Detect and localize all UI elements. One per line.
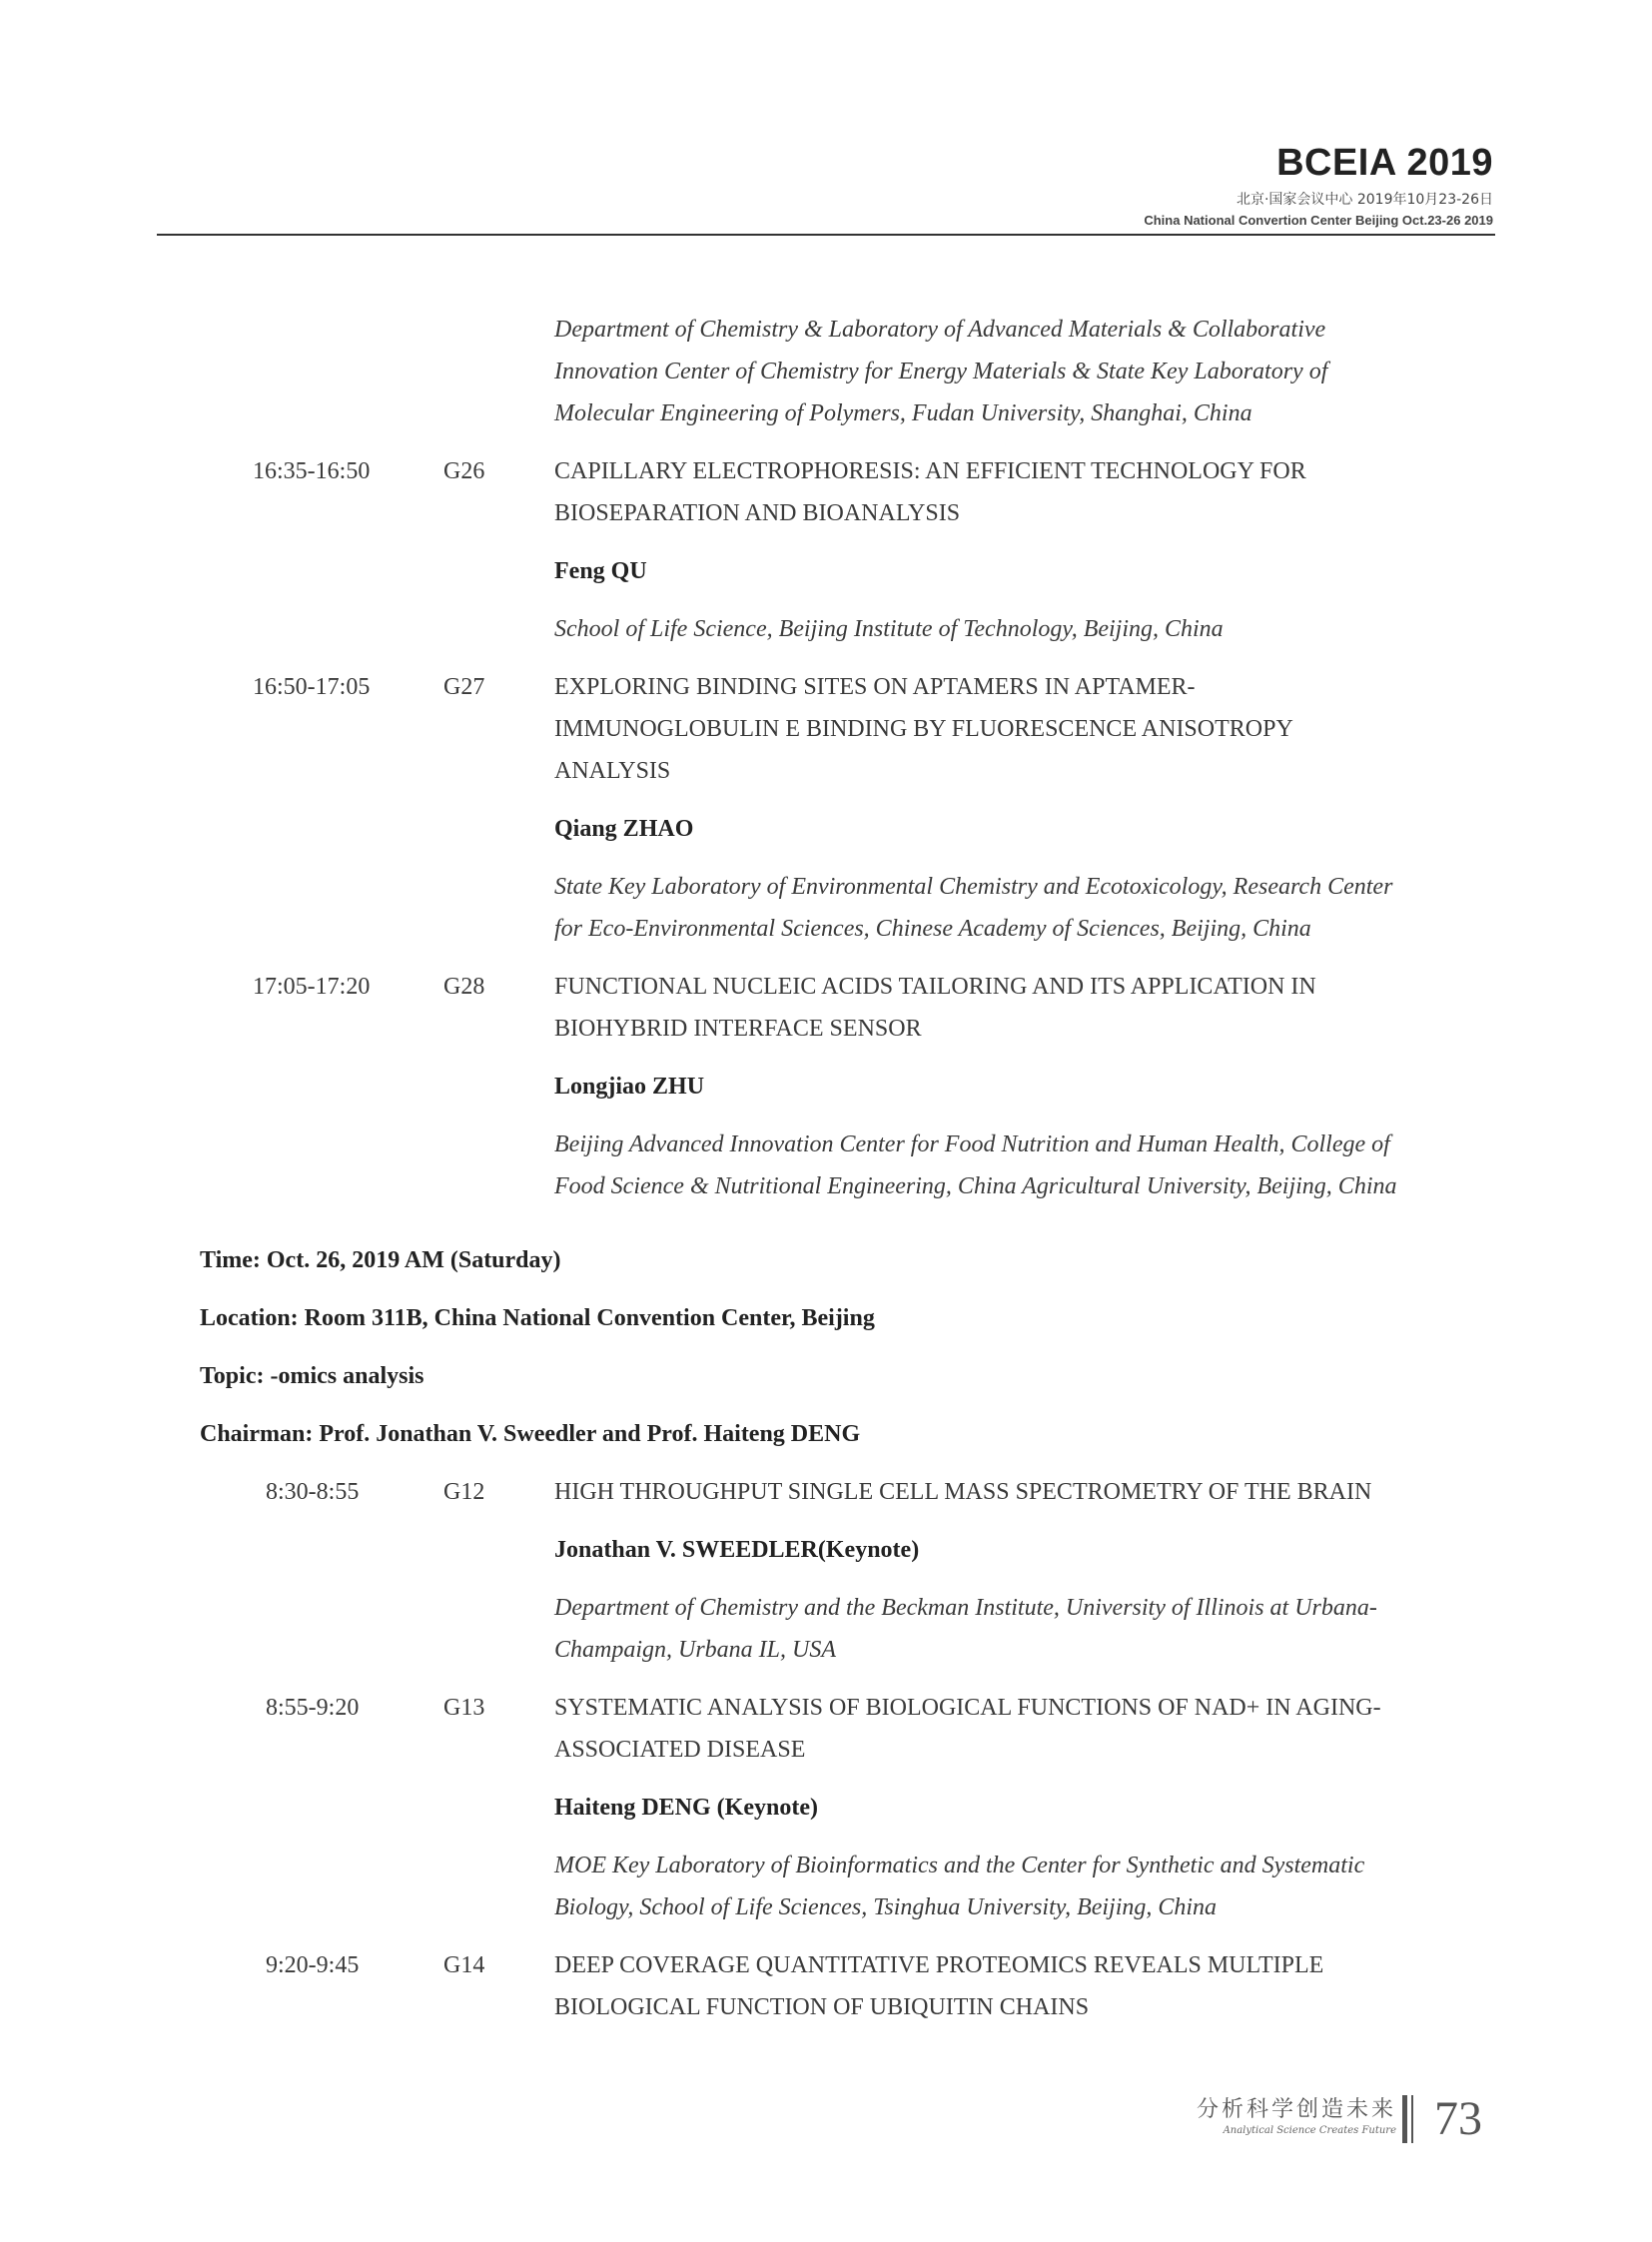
talk-affiliation-line: for Eco-Environmental Sciences, Chinese Academy of Sciences, Beijing, China: [554, 916, 1311, 942]
session-location: Location: Room 311B, China National Convention Center, Beijing: [200, 1305, 875, 1331]
header-subtitle-en: China National Convertion Center Beijing Oct.23-26 2019: [1144, 213, 1493, 228]
talk-code: G13: [443, 1695, 485, 1721]
header-title: BCEIA 2019: [1276, 142, 1493, 184]
talk-affiliation-line: Department of Chemistry and the Beckman Institute, University of Illinois at Urbana-: [554, 1595, 1377, 1621]
talk-title-line: BIOLOGICAL FUNCTION OF UBIQUITIN CHAINS: [554, 1994, 1090, 2020]
talk-speaker: Qiang ZHAO: [554, 816, 694, 842]
talk-affiliation-line: Food Science & Nutritional Engineering, China Agricultural University, Beijing, China: [554, 1173, 1397, 1199]
talk-speaker: Jonathan V. SWEEDLER(Keynote): [554, 1537, 920, 1563]
talk-time: 8:55-9:20: [266, 1695, 360, 1721]
talk-speaker: Haiteng DENG (Keynote): [554, 1795, 818, 1821]
affiliation-line: Department of Chemistry & Laboratory of Advanced Materials & Collaborative: [554, 317, 1326, 343]
header-divider: [157, 234, 1495, 236]
page-number: 73: [1434, 2092, 1482, 2145]
talk-time: 9:20-9:45: [266, 1952, 360, 1978]
talk-title-line: ASSOCIATED DISEASE: [554, 1737, 806, 1763]
talk-code: G12: [443, 1479, 485, 1505]
session-chairman: Chairman: Prof. Jonathan V. Sweedler and Prof. Haiteng DENG: [200, 1421, 861, 1447]
talk-title-line: BIOHYBRID INTERFACE SENSOR: [554, 1016, 922, 1042]
talk-code: G26: [443, 458, 485, 484]
talk-title-line: ANALYSIS: [554, 758, 671, 784]
talk-title-line: FUNCTIONAL NUCLEIC ACIDS TAILORING AND ITS APPLICATION IN: [554, 974, 1316, 1000]
header-subtitle-cn: 北京·国家会议中心 2019年10月23-26日: [1236, 192, 1493, 208]
affiliation-line: Molecular Engineering of Polymers, Fudan University, Shanghai, China: [554, 400, 1252, 426]
talk-affiliation-line: MOE Key Laboratory of Bioinformatics and the Center for Synthetic and Systematic: [554, 1853, 1365, 1878]
talk-title-line: BIOSEPARATION AND BIOANALYSIS: [554, 500, 961, 526]
session-time: Time: Oct. 26, 2019 AM (Saturday): [200, 1247, 561, 1273]
footer-slogan-en: Analytical Science Creates Future: [1223, 2125, 1396, 2136]
talk-affiliation-line: State Key Laboratory of Environmental Chemistry and Ecotoxicology, Research Center: [554, 874, 1393, 900]
talk-time: 16:35-16:50: [253, 458, 371, 484]
talk-title-line: HIGH THROUGHPUT SINGLE CELL MASS SPECTROMETRY OF THE BRAIN: [554, 1479, 1372, 1505]
talk-code: G28: [443, 974, 485, 1000]
talk-title-line: IMMUNOGLOBULIN E BINDING BY FLUORESCENCE ANISOTROPY: [554, 716, 1293, 742]
talk-title-line: SYSTEMATIC ANALYSIS OF BIOLOGICAL FUNCTIONS OF NAD+ IN AGING-: [554, 1695, 1381, 1721]
talk-time: 8:30-8:55: [266, 1479, 360, 1505]
footer-divider-bars: [1402, 2095, 1416, 2143]
footer-slogan: 分析科学创造未来: [1196, 2097, 1396, 2122]
talk-affiliation-line: Biology, School of Life Sciences, Tsinghua University, Beijing, China: [554, 1894, 1218, 1920]
talk-speaker: Longjiao ZHU: [554, 1074, 705, 1100]
talk-time: 17:05-17:20: [253, 974, 371, 1000]
talk-time: 16:50-17:05: [253, 674, 371, 700]
session-topic: Topic: -omics analysis: [200, 1363, 424, 1389]
talk-affiliation-line: School of Life Science, Beijing Institute of Technology, Beijing, China: [554, 616, 1224, 642]
talk-affiliation-line: Beijing Advanced Innovation Center for Food Nutrition and Human Health, College of: [554, 1131, 1390, 1157]
talk-code: G14: [443, 1952, 485, 1978]
talk-affiliation-line: Champaign, Urbana IL, USA: [554, 1637, 837, 1663]
talk-title-line: CAPILLARY ELECTROPHORESIS: AN EFFICIENT TECHNOLOGY FOR: [554, 458, 1306, 484]
talk-title-line: DEEP COVERAGE QUANTITATIVE PROTEOMICS REVEALS MULTIPLE: [554, 1952, 1324, 1978]
talk-speaker: Feng QU: [554, 558, 647, 584]
talk-code: G27: [443, 674, 485, 700]
talk-title-line: EXPLORING BINDING SITES ON APTAMERS IN APTAMER-: [554, 674, 1196, 700]
affiliation-line: Innovation Center of Chemistry for Energy Materials & State Key Laboratory of: [554, 359, 1328, 384]
